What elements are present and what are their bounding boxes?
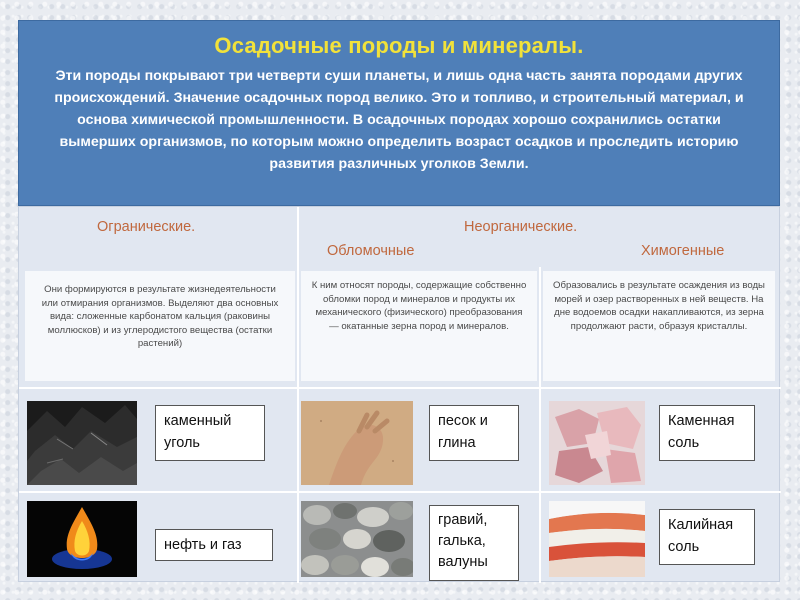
classification-table <box>18 206 780 582</box>
page-title: Осадочные породы и минералы. <box>214 33 584 58</box>
heading-organic: Огранические. <box>97 219 196 235</box>
sand-photo <box>301 401 413 485</box>
intro-text: Эти породы покрывают три четверти суши планеты, и лишь одна часть занята породами других происхождений. Значение осадочных пород велико. Это и топливо, и строительный материал, и основа химической промышленности. В осадочных породах хорошо сохранились остатки вымерших организмов, по которым можно определить возраст осадков и проследить историю развития различных уголков Земли. <box>54 68 744 172</box>
label-sand-clay: песок и глина <box>429 405 519 461</box>
label-potash-salt: Калийная соль <box>659 509 755 565</box>
row-divider <box>19 491 781 493</box>
heading-clastic: Обломочные <box>327 243 415 259</box>
label-oil-gas: нефть и газ <box>155 529 273 561</box>
heading-inorganic: Неорганические. <box>464 219 578 235</box>
label-gravel: гравий, галька, валуны <box>429 505 519 581</box>
gravel-photo <box>301 501 413 577</box>
description-chemogenic: Образовались в результате осаждения из воды морей и озер растворенных в ней веществ. На дне водоемов осадки накапливаются, из зерна продолжают расти, образуя кристаллы. <box>543 271 775 381</box>
column-divider <box>539 267 541 583</box>
gas-flame-photo <box>27 501 137 577</box>
potash-salt-photo <box>549 501 645 577</box>
description-organic: Они формируются в результате жизнедеятельности или отмирания организмов. Выделяют два основных вида: сложенные карбонатом кальция (раковины моллюсков) и из углеродистого вещества (остатки растений) <box>25 271 295 381</box>
column-divider <box>297 207 299 583</box>
header-panel <box>18 20 780 206</box>
description-clastic: К ним относят породы, содержащие собственно обломки пород и минералов и продукты их механического (физического) преобразования — окатанные зерна пород и минералов. <box>301 271 537 381</box>
label-rock-salt: Каменная соль <box>659 405 755 461</box>
label-coal: каменный уголь <box>155 405 265 461</box>
slide <box>18 20 780 582</box>
coal-photo <box>27 401 137 485</box>
row-divider <box>19 387 781 389</box>
rock-salt-photo <box>549 401 645 485</box>
heading-chemogenic: Химогенные <box>641 243 725 259</box>
